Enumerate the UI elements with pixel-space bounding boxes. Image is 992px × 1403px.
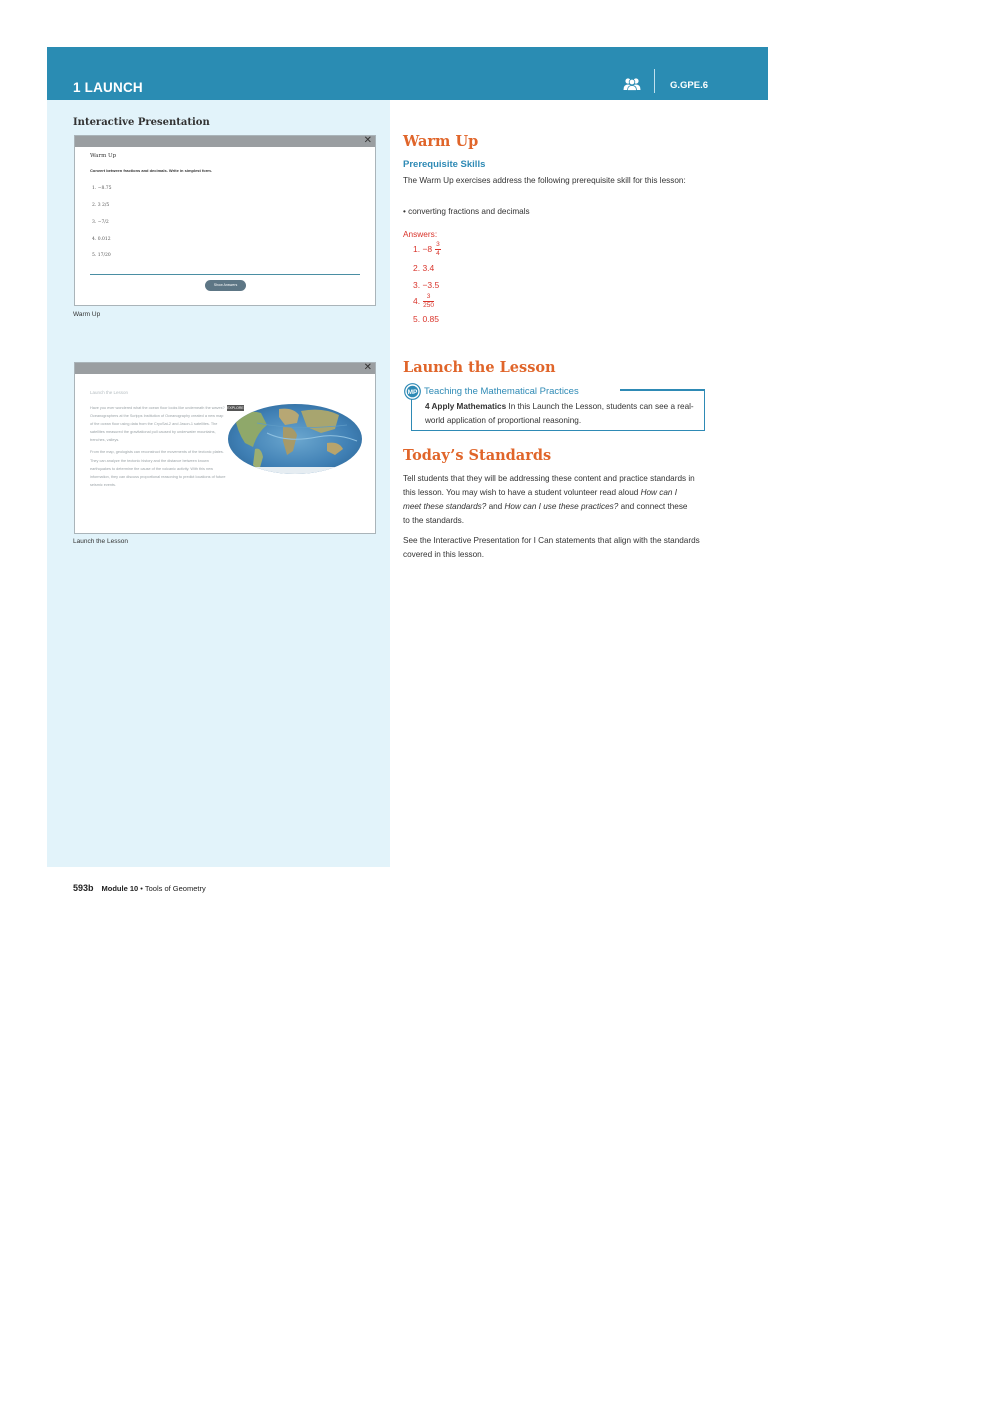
mp-icon xyxy=(404,383,421,400)
launch-caption: Launch the Lesson xyxy=(73,538,128,545)
standards-text: Tell students that they will be addressing these content and practice standards in this lesson. You may wish to have a student volunteer read aloud xyxy=(403,474,695,497)
panel-title: Interactive Presentation xyxy=(73,117,210,128)
warm-up-title: Warm Up xyxy=(403,133,479,150)
page-footer xyxy=(73,883,206,893)
section-title: 1 LAUNCH xyxy=(73,80,143,95)
explore-badge: EXPLORE xyxy=(227,406,244,410)
launch-heading: Launch the Lesson xyxy=(90,390,129,395)
answer-item: 5. 0.85 xyxy=(413,314,439,324)
answer-item: 3. −3.5 xyxy=(413,280,440,290)
svg-text:MP: MP xyxy=(407,389,418,396)
answers-label: Answers: xyxy=(403,229,438,239)
fraction-denominator: 250 xyxy=(423,302,434,309)
standards-paragraph: See the Interactive Presentation for I Can statements that align with the standards covered in this lesson. xyxy=(403,536,700,559)
warm-up-heading: Warm Up xyxy=(90,153,117,159)
prerequisite-skills-title: Prerequisite Skills xyxy=(403,159,486,170)
warm-up-item: 2. 3 2/5 xyxy=(92,203,110,208)
standards-question: How can I meet these standards? xyxy=(403,488,677,511)
standards-text: and xyxy=(486,502,505,511)
mathematical-practices-text xyxy=(425,400,695,428)
launch-body-text xyxy=(90,404,227,493)
warm-up-caption: Warm Up xyxy=(73,311,101,318)
practice-name: 4 Apply Mathematics xyxy=(425,402,507,411)
warm-up-instruction: Convert between fractions and decimals. Write in simplest form. xyxy=(90,168,212,173)
divider xyxy=(90,274,360,275)
warm-up-intro: The Warm Up exercises address the following prerequisite skill for this lesson: xyxy=(403,176,686,185)
answer-label: 1. −8 xyxy=(413,243,433,254)
launch-lesson-screenshot[interactable] xyxy=(74,362,376,534)
launch-paragraph: From the map, geologists can reconstruct the movements of the tectonic plates. They can analyze the tectonic history and the distance between known earthquakes to determine the cause of the volcanic activity. With this new information, they can discuss proportional reasoning to predict locations of future seismic events. xyxy=(90,450,226,487)
answer-label: 4. xyxy=(413,295,421,306)
page-number: 593b xyxy=(73,883,94,893)
frame-title-bar xyxy=(75,136,375,147)
standards-question: How can I use these practices? xyxy=(504,502,619,511)
warm-up-screenshot[interactable] xyxy=(74,135,376,306)
practice-description: In this Launch the Lesson, students can see a real-world application of proportional reasoning. xyxy=(425,402,694,425)
answer-fraction xyxy=(423,293,434,310)
module-topic: • Tools of Geometry xyxy=(138,884,206,893)
show-answers-button[interactable]: Show Answers xyxy=(205,280,246,291)
close-icon[interactable]: ✕ xyxy=(363,135,372,146)
warm-up-item: 3. −7/2 xyxy=(92,220,109,225)
launch-lesson-title: Launch the Lesson xyxy=(403,359,556,376)
module-label: Module 10 xyxy=(101,884,139,893)
prerequisite-bullet: • converting fractions and decimals xyxy=(403,207,530,216)
close-icon[interactable]: ✕ xyxy=(363,362,372,373)
interactive-presentation-panel xyxy=(47,100,390,867)
answer-item: 2. 3.4 xyxy=(413,263,435,273)
standards-text: and connect these to the standards. xyxy=(403,502,688,525)
launch-paragraph: Have you ever wondered what the ocean floor looks like underneath the waves? Oceanographers at the Scripps Institution of Oceanography created a new map of the ocean floor using data from the CryoSat-2 and Jason-1 satellites. The satellites measured the gravitational pull caused by underwater mountains, trenches, valleys. xyxy=(90,406,225,443)
warm-up-item: 5. 17/20 xyxy=(92,253,111,258)
fraction-numerator: 3 xyxy=(436,241,440,248)
frame-title-bar xyxy=(75,363,375,374)
section-header xyxy=(47,47,768,100)
answer-item xyxy=(413,293,434,310)
fraction-numerator: 3 xyxy=(423,293,434,302)
warm-up-item: 4. 0.012 xyxy=(92,237,111,242)
ocean-floor-map-image xyxy=(227,403,363,475)
group-icon xyxy=(623,77,641,91)
fraction-denominator: 4 xyxy=(436,250,440,257)
answer-fraction xyxy=(435,241,441,258)
answer-item xyxy=(413,241,441,258)
standard-code: G.GPE.6 xyxy=(670,80,709,91)
warm-up-item: 1. −8.75 xyxy=(92,186,112,191)
mathematical-practices-title: Teaching the Mathematical Practices xyxy=(424,386,579,397)
standards-paragraph xyxy=(403,472,695,528)
header-divider xyxy=(654,69,655,93)
todays-standards-title: Today’s Standards xyxy=(403,447,552,464)
